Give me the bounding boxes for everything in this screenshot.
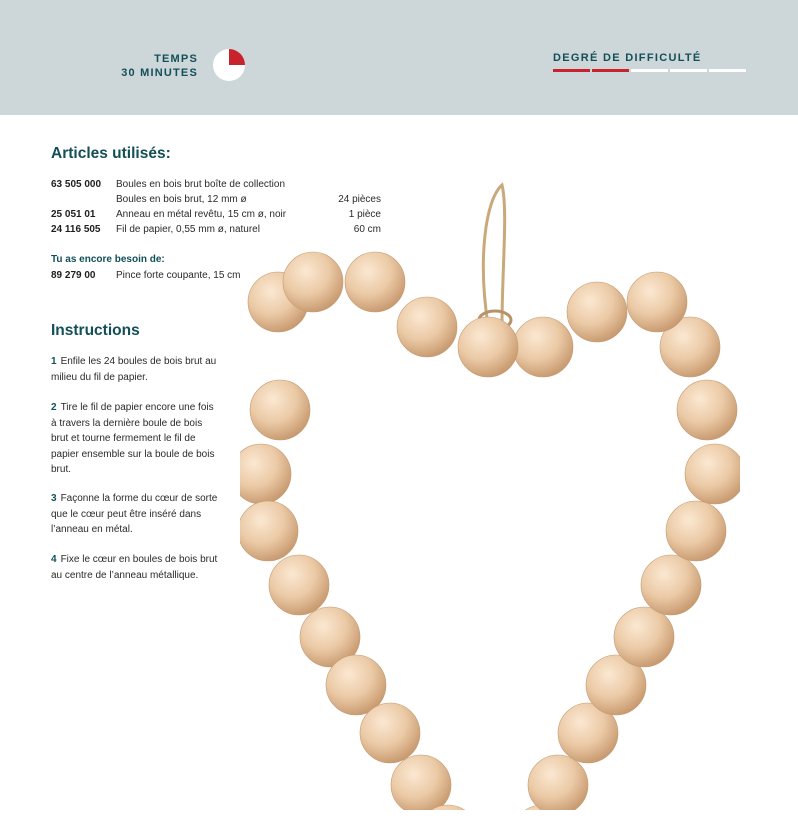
material-qty: 24 pièces [338, 194, 381, 205]
wooden-bead [240, 501, 298, 561]
paper-string-loop [483, 185, 504, 325]
material-desc: Fil de papier, 0,55 mm ø, naturel [116, 224, 260, 235]
step-number: 3 [51, 493, 57, 504]
extra-code: 89 279 00 [51, 270, 96, 281]
wooden-bead [641, 555, 701, 615]
time-label: TEMPS [154, 53, 198, 65]
material-desc: Anneau en métal revêtu, 15 cm ø, noir [116, 209, 287, 220]
step-1 [51, 354, 221, 385]
difficulty-segment [592, 69, 629, 72]
step-number: 1 [51, 356, 57, 367]
material-code: 63 505 000 [51, 179, 102, 190]
material-code: 24 116 505 [51, 224, 101, 235]
wooden-bead [627, 272, 687, 332]
material-code [51, 192, 116, 207]
difficulty-label: DEGRÉ DE DIFFICULTÉ [553, 52, 702, 64]
difficulty-segment [709, 69, 746, 72]
difficulty-segment [631, 69, 668, 72]
material-desc: Boules en bois brut, 12 mm ø [116, 194, 247, 205]
material-qty: 1 pièce [348, 209, 381, 220]
difficulty-segment [553, 69, 590, 72]
wooden-bead [397, 297, 457, 357]
material-desc: Boules en bois brut boîte de collection [116, 179, 285, 190]
material-qty: 60 cm [353, 224, 381, 235]
wooden-bead [391, 755, 451, 810]
difficulty-meter [553, 69, 746, 72]
wooden-bead [528, 755, 588, 810]
wooden-bead [345, 252, 405, 312]
bead-heart-photo [240, 180, 740, 810]
wooden-bead [677, 380, 737, 440]
wooden-bead [513, 317, 573, 377]
wooden-bead [666, 501, 726, 561]
wooden-bead [614, 607, 674, 667]
wooden-bead [283, 252, 343, 312]
materials-title: Articles utilisés: [51, 145, 171, 162]
extra-desc: Pince forte coupante, 15 cm [116, 270, 241, 281]
difficulty-segment [670, 69, 707, 72]
wooden-beads [240, 252, 740, 810]
wooden-bead [567, 282, 627, 342]
wooden-bead [269, 555, 329, 615]
step-text: Tire le fil de papier encore une fois à travers la dernière boule de bois brut et tourne fermement le fil de papier ensemble sur la boule de bois brut. [51, 402, 215, 475]
wooden-bead [360, 703, 420, 763]
wooden-bead [250, 380, 310, 440]
time-info [121, 52, 198, 80]
timer-icon [212, 48, 246, 82]
time-value: 30 MINUTES [121, 67, 198, 79]
step-text: Façonne la forme du cœur de sorte que le cœur peut être inséré dans l’anneau en métal. [51, 493, 218, 535]
instructions-title: Instructions [51, 322, 140, 339]
wooden-bead [458, 317, 518, 377]
step-2 [51, 400, 221, 478]
extra-title: Tu as encore besoin de: [51, 254, 165, 265]
step-3 [51, 491, 221, 538]
step-number: 4 [51, 554, 57, 565]
wooden-bead [685, 444, 740, 504]
step-number: 2 [51, 402, 57, 413]
step-text: Enfile les 24 boules de bois brut au milieu du fil de papier. [51, 356, 217, 383]
wooden-bead [240, 444, 291, 504]
step-4 [51, 552, 221, 583]
step-text: Fixe le cœur en boules de bois brut au centre de l’anneau métallique. [51, 554, 218, 581]
material-code: 25 051 01 [51, 209, 96, 220]
page-header [0, 0, 798, 115]
